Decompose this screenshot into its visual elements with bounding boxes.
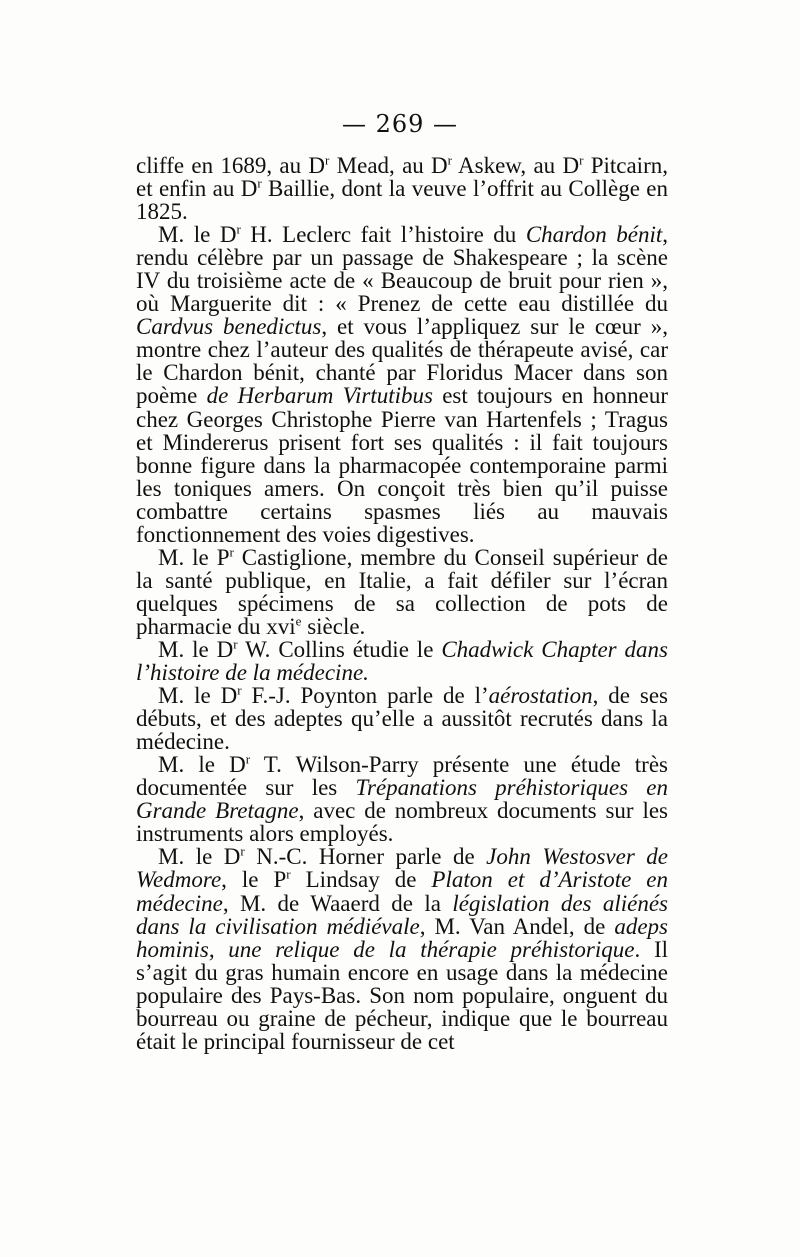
paragraph-wilson-parry <box>136 753 668 845</box>
text-run: , de ses débuts, et des adeptes qu’elle a aussitôt recrutés dans la médecine. <box>136 683 668 755</box>
italic-title: Chardon bénit <box>525 222 663 248</box>
superscript: r <box>245 751 251 767</box>
text-run: F.-J. Poynton parle de l’ <box>241 683 489 709</box>
text-run: T. Wilson-Parry présente une étude très documentée sur les <box>136 752 668 801</box>
superscript: r <box>236 221 241 237</box>
italic-title: législation des aliénés dans la civilisation médiévale <box>136 890 669 939</box>
text-run: M. le D <box>158 636 234 662</box>
paragraph-horner <box>136 845 668 1052</box>
body-text <box>136 154 668 1053</box>
text-run: , M. Van Andel, de <box>419 913 615 939</box>
text-run: W. Collins étudie le <box>237 636 442 662</box>
superscript: r <box>447 152 453 168</box>
superscript: r <box>286 866 291 882</box>
text-run: est toujours en honneur chez Georges Christophe Pierre van Hartenfels ; Tragus et Mindererus prisent fort ses qualités : il fait toujours bonne figure dans la pharmacopée contemporaine parmi les toniques amers. On conçoit très bien qu’il puisse combattre certains spasmes liés au mauvais fonctionnement des voies digestives. <box>136 383 669 547</box>
italic-title: John Westosver de Wedmore <box>136 844 668 893</box>
italic-title: adeps hominis, une relique de la thérapie préhistorique <box>136 913 668 962</box>
paragraph-collins <box>136 638 668 684</box>
paragraph-castiglione <box>136 546 668 638</box>
paragraph-poynton <box>136 684 668 753</box>
text-run: M. le D <box>158 752 246 778</box>
text-run: Baillie, dont la veuve l’offrit au Collège en 1825. <box>136 176 668 225</box>
text-run: H. Leclerc fait l’histoire du <box>240 222 526 248</box>
text-run: Mead, au D <box>329 153 448 178</box>
superscript: r <box>240 843 245 859</box>
text-run: Lindsay de <box>290 867 432 893</box>
text-run: , et vous l’appliquez sur le cœur », montre chez l’auteur des qualités de thérapeute avisé, car le Chardon bénit, chanté par Floridus Macer dans son poème <box>136 314 668 409</box>
superscript: e <box>295 613 302 629</box>
text-run: , M. de Waaerd de la <box>222 890 453 916</box>
superscript: r <box>237 682 242 698</box>
italic-title: de Herbarum Virtutibus <box>206 383 433 409</box>
text-run: M. le P <box>158 544 230 570</box>
text-run: M. le D <box>158 683 238 709</box>
text-run: , rendu célèbre par un passage de Shakespeare ; la scène IV du troisième acte de « Beaucoup de bruit pour rien », où Marguerite dit : « Prenez de cette eau distillée du <box>136 222 668 317</box>
italic-title: Platon et d’Aristote en médecine <box>136 867 669 916</box>
text-run: M. le D <box>158 222 237 248</box>
text-run: , le P <box>221 867 287 893</box>
paragraph-continuation <box>136 154 668 223</box>
text-run: Pitcairn, et enfin au D <box>136 153 668 202</box>
text-run: . Il s’agit du gras humain encore en usage dans la médecine populaire des Pays-Bas. Son nom populaire, onguent du bourreau ou graine de pécheur, indique que le bourreau était le principal fournisseur de cet <box>136 936 669 1054</box>
page-number: — 269 — <box>341 110 459 138</box>
italic-title: Chadwick Chapter dans l’histoire de la médecine. <box>136 636 668 686</box>
text-run: N.-C. Horner parle de <box>244 844 487 870</box>
superscript: r <box>325 152 330 168</box>
text-run: siècle. <box>301 613 366 639</box>
text-run: , avec de nombreux documents sur les instruments alors employés. <box>136 798 668 847</box>
text-run: cliffe en 1689, au D <box>136 153 326 178</box>
text-run: Castiglione, membre du Conseil supérieur de la santé publique, en Italie, a fait défiler sur l’écran quelques spécimens de sa collection de pots de pharmacie du xvi <box>136 544 668 639</box>
superscript: r <box>229 544 234 560</box>
superscript: r <box>233 636 238 652</box>
superscript: r <box>257 175 262 191</box>
superscript: r <box>579 152 584 168</box>
text-run: M. le D <box>158 844 241 870</box>
italic-title: aérostation <box>488 683 593 709</box>
text-run: Askew, au D <box>452 153 580 178</box>
paragraph-leclerc <box>136 223 668 546</box>
italic-title: Trépanations préhistoriques en Grande Bretagne <box>136 775 668 824</box>
italic-title: Cardvus benedictus <box>136 314 322 340</box>
